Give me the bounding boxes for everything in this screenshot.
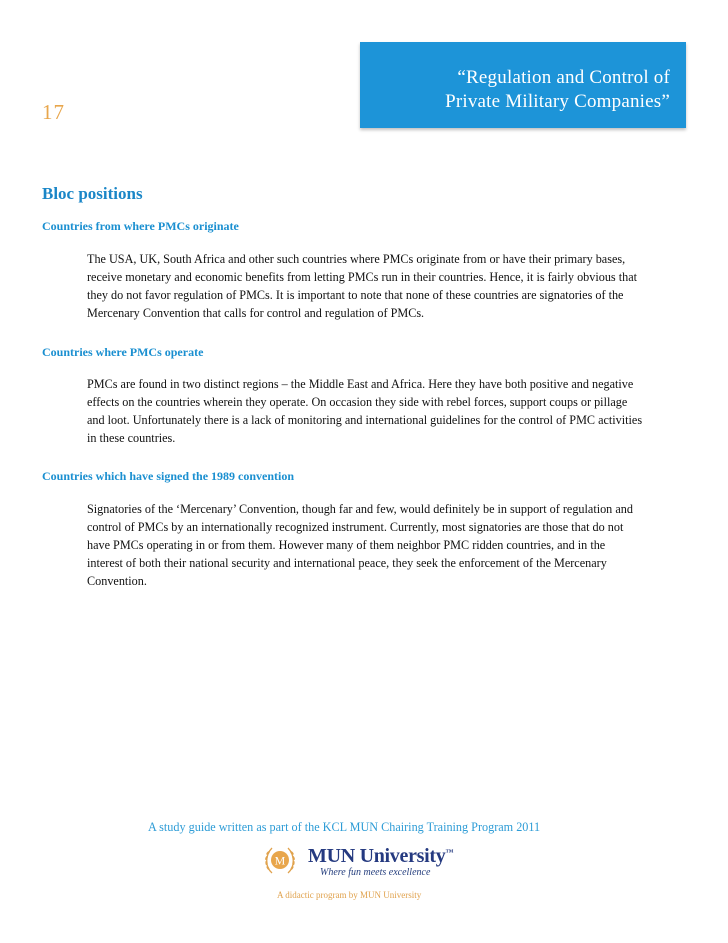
paragraph-line: in these countries. [87, 431, 176, 445]
paragraph-line: interest of both their national security and international peace, they seek the enforcement of the Mercenary [87, 556, 607, 570]
paragraph-line: they do not favor regulation of PMCs. It is important to note that none of these countries are signatories of the [87, 288, 624, 302]
document-title-line1: “Regulation and Control of [457, 67, 670, 88]
logo-name [308, 845, 453, 868]
paragraph-origin-countries [87, 250, 687, 322]
mun-university-logo [262, 843, 462, 883]
paragraph-line: control of PMCs by an internationally recognized instrument. Currently, most signatories are those that do not [87, 520, 624, 534]
page-number: 17 [42, 100, 65, 124]
paragraph-line: Signatories of the ‘Mercenary’ Convention, though far and few, would definitely be in support of regulation and [87, 502, 633, 516]
footer-note: A didactic program by MUN University [277, 890, 422, 900]
laurel-wreath-logo-icon [262, 843, 298, 879]
paragraph-line: effects on the countries wherein they operate. On occasion they side with rebel forces, support coups or pillage [87, 395, 628, 409]
sub-heading-signatory-countries: Countries which have signed the 1989 convention [42, 469, 295, 483]
paragraph-line: Convention. [87, 574, 147, 588]
logo-tagline: Where fun meets excellence [320, 867, 431, 878]
sub-heading-origin-countries: Countries from where PMCs originate [42, 219, 239, 233]
section-title: Bloc positions [42, 184, 143, 203]
paragraph-line: have PMCs operating in or from them. However many of them neighbor PMC ridden countries, and in the [87, 538, 606, 552]
sub-heading-operating-countries: Countries where PMCs operate [42, 345, 204, 359]
paragraph-operating-countries [87, 375, 687, 447]
paragraph-line: The USA, UK, South Africa and other such countries where PMCs originate from or have their primary bases, [87, 252, 626, 266]
paragraph-line: PMCs are found in two distinct regions – the Middle East and Africa. Here they have both positive and negative [87, 377, 634, 391]
paragraph-line: Mercenary Convention that calls for control and regulation of PMCs. [87, 306, 425, 320]
document-title-line2: Private Military Companies” [445, 91, 670, 112]
logo-letter: M [274, 853, 286, 868]
document-title-banner [360, 42, 686, 128]
paragraph-signatory-countries [87, 500, 687, 590]
paragraph-line: receive monetary and economic benefits from letting PMCs run in their countries. Hence, it is fairly obvious that [87, 270, 637, 284]
paragraph-line: and loot. Unfortunately there is a lack of monitoring and international guidelines for the control of PMC activities [87, 413, 643, 427]
logo-name-text: MUN University [308, 845, 446, 867]
footer-caption: A study guide written as part of the KCL MUN Chairing Training Program 2011 [148, 820, 541, 834]
logo-trademark: ™ [445, 847, 454, 857]
